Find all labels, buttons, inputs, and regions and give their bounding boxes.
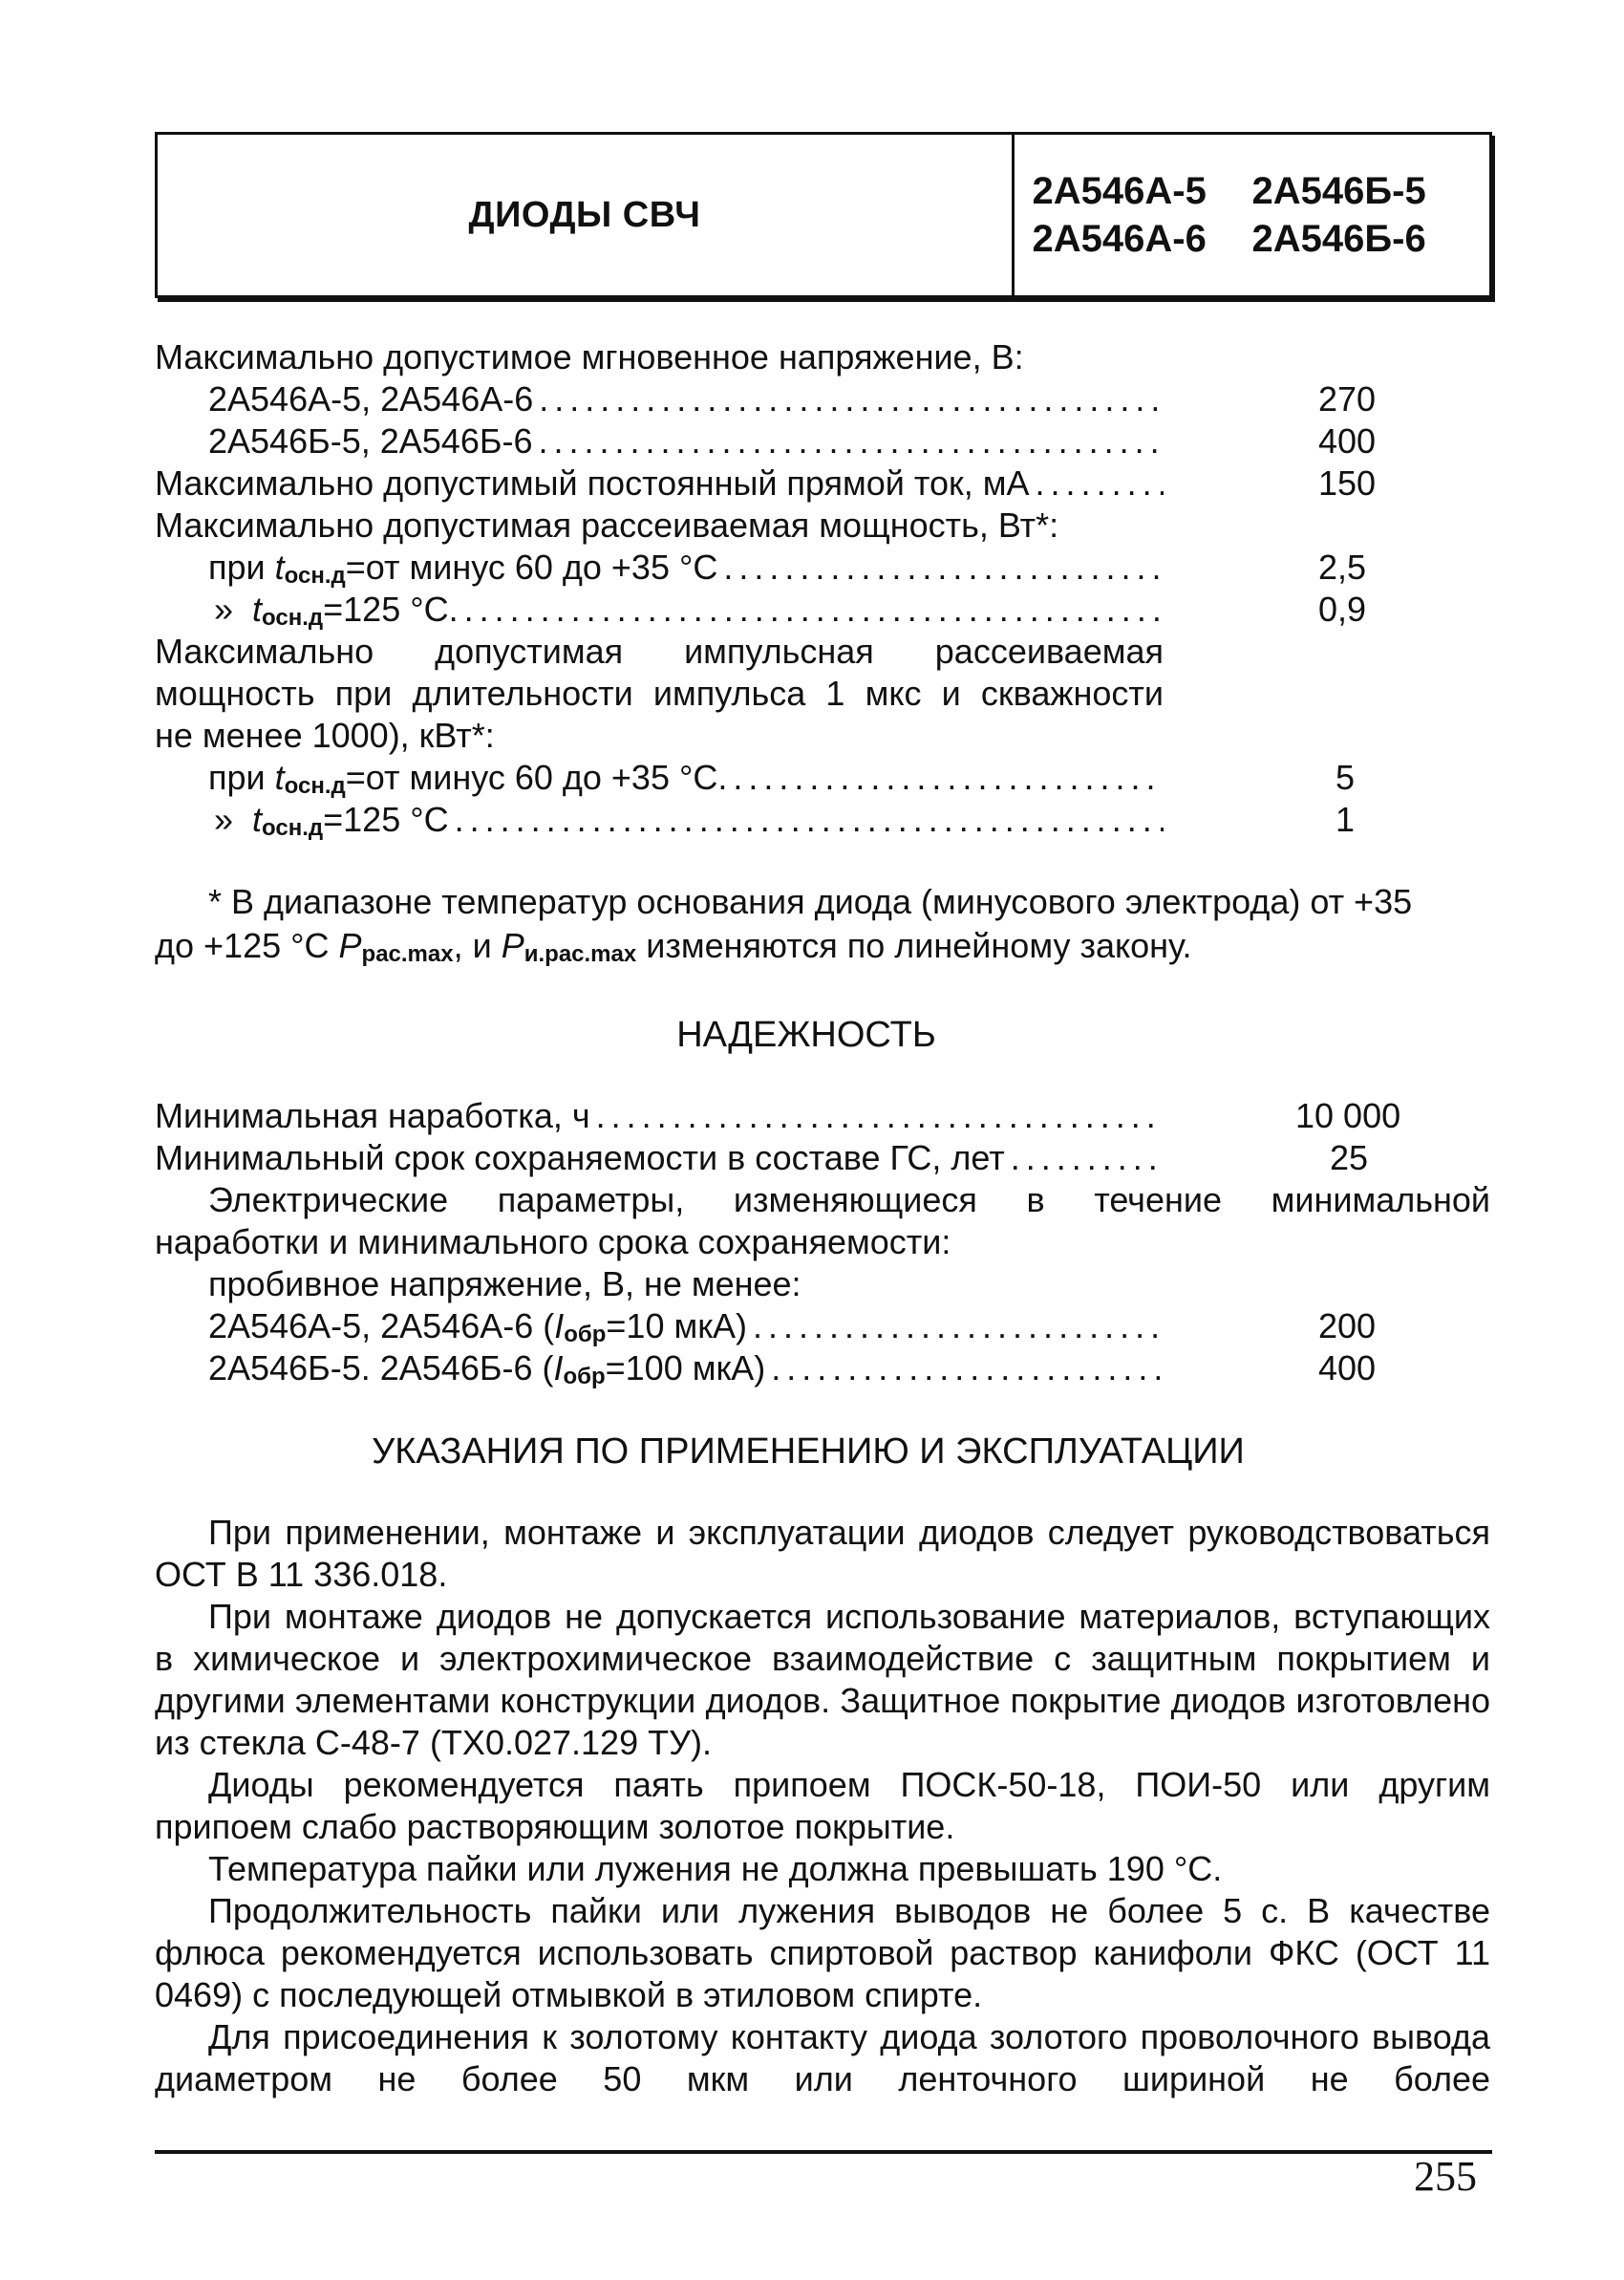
pulse-title-line: Максимально допустимая импульсная рассеиваемая bbox=[155, 632, 1164, 671]
spec-value: 10 000 bbox=[1295, 1096, 1401, 1135]
usage-paragraph: Продолжительность пайки или лужения выводов не более 5 с. В качестве флюса рекомендуется использовать спиртовой раствор канифоли ФКС (ОСТ 11 0469) с последующей отмывкой в этиловом спирте. bbox=[155, 1891, 1490, 2014]
model-row bbox=[1033, 215, 1472, 263]
spec-label: при $t_{осн.д}=от$ минус 60 до +35 °С bbox=[208, 548, 718, 589]
footnote-line: до +125 °С $P_{рас.max}$, и $P_{и.рас.max}$ изменяются по линейному закону. bbox=[155, 926, 1192, 967]
usage-paragraph: Для присоединения к золотому контакту диода золотого проволочного вывода диаметром не более 50 мкм или ленточного шириной не более bbox=[155, 2017, 1490, 2098]
spec-label: 2А546А-5, 2А546А-6 ($I_{обр}=10$ мкА) bbox=[208, 1306, 747, 1347]
model-name: 2А546Б-5 bbox=[1251, 170, 1426, 212]
spec-row bbox=[208, 378, 1164, 420]
dot-leader bbox=[1036, 462, 1164, 505]
spec-value: 400 bbox=[1318, 421, 1377, 461]
spec-row bbox=[155, 1095, 1164, 1137]
spec-label: 2А546Б-5. 2А546Б-6 ($I_{обр}=100$ мкА) bbox=[208, 1348, 766, 1389]
dot-leader bbox=[538, 420, 1164, 462]
model-name: 2А546А-5 bbox=[1032, 170, 1207, 212]
dot-leader bbox=[596, 1095, 1164, 1137]
model-name: 2А546А-6 bbox=[1032, 218, 1207, 260]
spec-label: Минимальный срок сохраняемости в составе ГС, лет bbox=[155, 1138, 1005, 1177]
spec-row bbox=[155, 1137, 1164, 1179]
spec-label: Максимально допустимый постоянный прямой ток, мА bbox=[155, 463, 1030, 503]
usage-paragraph: Диоды рекомендуется паять припоем ПОСК-50-18, ПОИ-50 или другим припоем слабо растворяющим золотое покрытие. bbox=[155, 1765, 1490, 1846]
power-title: Максимально допустимая рассеиваемая мощность, Вт*: bbox=[155, 505, 1059, 545]
model-name: 2А546Б-6 bbox=[1251, 218, 1426, 260]
pulse-title-line: не менее 1000), кВт*: bbox=[155, 716, 495, 755]
spec-label: 2А546А-5, 2А546А-6 bbox=[208, 379, 534, 419]
pulse-title-line: мощность при длительности импульса 1 мкс и скважности bbox=[155, 674, 1164, 713]
spec-value: 400 bbox=[1318, 1348, 1377, 1387]
dot-leader bbox=[753, 1305, 1164, 1347]
voltage-title: Максимально допустимое мгновенное напряжение, В: bbox=[155, 337, 1024, 376]
model-row bbox=[1033, 167, 1472, 215]
section-heading-usage: УКАЗАНИЯ ПО ПРИМЕНЕНИЮ И ЭКСПЛУАТАЦИИ bbox=[372, 1431, 1245, 1472]
spec-value: 150 bbox=[1318, 463, 1377, 503]
spec-label: 2А546Б-5, 2А546Б-6 bbox=[208, 421, 533, 461]
usage-paragraph: Температура пайки или лужения не должна превышать 190 °С. bbox=[208, 1849, 1223, 1888]
dot-leader bbox=[464, 589, 1164, 631]
dot-leader bbox=[539, 378, 1164, 420]
usage-paragraph: При применении, монтаже и эксплуатации диодов следует руководствоваться ОСТ В 11 336.018. bbox=[155, 1513, 1490, 1594]
spec-row bbox=[155, 462, 1164, 505]
spec-label: » $t_{осн.д}=125$ °С. bbox=[214, 590, 459, 631]
reliability-paragraph-line: наработки и минимального срока сохраняемости: bbox=[155, 1222, 951, 1261]
spec-label: при $t_{осн.д}=от$ минус 60 до +35 °С. bbox=[208, 758, 728, 799]
spec-row bbox=[208, 420, 1164, 462]
footnote-line: * В диапазоне температур основания диода (минусового электрода) от +35 bbox=[208, 882, 1413, 921]
page-number: 255 bbox=[1414, 2153, 1477, 2200]
spec-row bbox=[214, 799, 1164, 850]
dot-leader bbox=[771, 1347, 1164, 1389]
header-title: ДИОДЫ СВЧ bbox=[158, 135, 1015, 295]
spec-label: » $t_{осн.д}=125$ °С bbox=[214, 800, 449, 841]
spec-value: 0,9 bbox=[1318, 590, 1367, 629]
spec-value: 270 bbox=[1318, 379, 1377, 419]
header-box bbox=[155, 132, 1492, 298]
spec-row bbox=[208, 1347, 1164, 1398]
reliability-paragraph-line: Электрические параметры, изменяющиеся в течение минимальной bbox=[208, 1180, 1490, 1219]
section-heading-reliability: НАДЕЖНОСТЬ bbox=[676, 1015, 936, 1055]
dot-leader bbox=[723, 547, 1164, 589]
spec-value: 2,5 bbox=[1318, 548, 1367, 587]
spec-label: Минимальная наработка, ч bbox=[155, 1096, 590, 1135]
dot-leader bbox=[733, 757, 1164, 799]
spec-value: 25 bbox=[1330, 1138, 1369, 1177]
dot-leader bbox=[1011, 1137, 1164, 1179]
usage-paragraph: При монтаже диодов не допускается использование материалов, вступающих в химическое и электрохимическое взаимодействие с защитным покрытием и другими элементами конструкции диодов. Защитное покрытие диодов изготовлено из стекла С-48-7 (ТХ0.027.129 ТУ). bbox=[155, 1597, 1490, 1762]
dot-leader bbox=[455, 799, 1164, 841]
header-models bbox=[1015, 135, 1489, 295]
spec-value: 1 bbox=[1336, 800, 1356, 839]
spec-value: 5 bbox=[1336, 758, 1356, 797]
footer-rule bbox=[155, 2150, 1492, 2154]
breakdown-title: пробивное напряжение, В, не менее: bbox=[208, 1264, 801, 1303]
spec-value: 200 bbox=[1318, 1306, 1377, 1345]
